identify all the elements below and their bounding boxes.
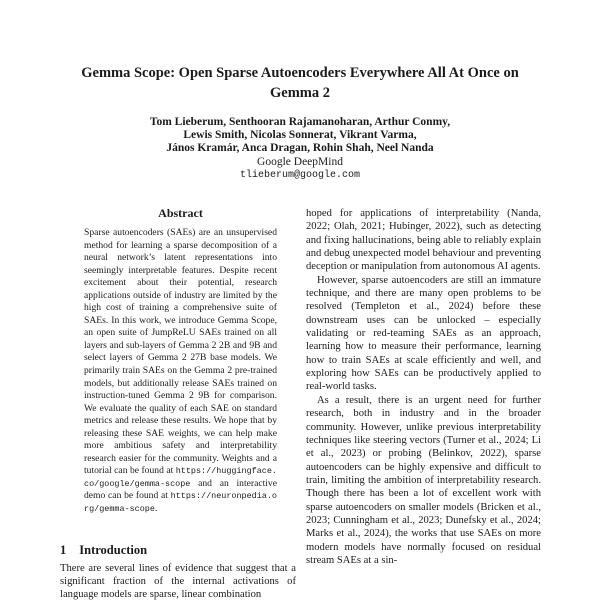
paragraph [306,394,541,567]
abstract-heading: Abstract [158,206,203,220]
text-segment: Sparse autoencoders (SAEs) are an unsupervised method for learning a sparse decomposition of a neural network’s latent representations into seemingly interpretable features. Despite recent excitement about their potential, research applications outside of industry are limited by the high cost of training a comprehensive suite of SAEs. In this work, we introduce Gemma Scope, an open suite of JumpReLU SAEs trained on all layers and sub-layers of Gemma 2 2B and 9B and select layers of Gemma 2 27B base models. We primarily train SAEs on the Gemma 2 pre-trained models, but additionally release SAEs trained on instruction-tuned Gemma 2 9B for comparison. We evaluate the quality of each SAE on standard metrics and release these results. We hope that by releasing these SAE weights, we can help make more ambitious safety and interpretability research easier for the community. Weights and a tutorial can be found at [84,227,277,477]
abstract-text [84,227,277,516]
section-number: 1 [60,543,67,557]
text-segment: hoped for applications of interpretability (Nanda, 2022; Olah, 2021; Hubinger, 2022), such as detecting and fixing hallucinations, being able to reliably explain and debug unexpected model behaviour and preventing deception or manipulation from autonomous AI agents. [306,208,541,273]
affiliation: Google DeepMind [257,155,343,168]
paragraph [306,207,541,274]
link-url[interactable]: https://neuronpedia.org/gemma-scope [84,491,277,515]
abstract-section [84,206,277,516]
introduction-text [60,562,296,602]
text-segment: As a result, there is an urgent need for further research, both in industry and in the broader community. However, unlike previous interpretability techniques like steering vectors (Turner et al., 2024; Li et al., 2023) or probing (Belinkov, 2022), sparse autoencoders can be highly expensive and difficult to train, limiting the ambition of interpretability research. Though there has been a lot of excellent work with sparse autoencoders on smaller models (Bricken et al., 2023; Cunningham et al., 2023; Dunefsky et al., 2024; Marks et al., 2024), the works that use SAEs on more modern models have normally focused on residual stream SAEs at a sin- [306,394,541,566]
author-email: tlieberum@google.com [239,169,361,181]
section-heading-label: Introduction [79,543,148,557]
paragraph [60,562,296,602]
page-title [0,64,600,103]
text-segment: There are several lines of evidence that suggest that a significant fraction of the internal activations of language models are sparse, linear combination [60,563,296,601]
author-block [0,116,600,182]
author-line: János Kramár, Anca Dragan, Rohin Shah, Neel Nanda [166,142,434,155]
text-segment: . [154,503,158,515]
page-title-line-1: Gemma Scope: Open Sparse Autoencoders Everywhere All At Once on [81,65,519,81]
introduction-section [60,543,296,602]
section-heading-introduction [60,543,296,557]
text-segment: However, sparse autoencoders are still an immature technique, and there are many open problems to be resolved (Templeton et al., 2024) before these downstream uses can be unlocked – especially validating or red-teaming SAEs as an approach, learning how to measure their performance, learning how to train SAEs at scale efficiently and well, and exploring how SAEs can be productively applied to real-world tasks. [306,274,541,393]
paragraph [306,274,541,394]
right-column-text [306,207,541,567]
author-line: Lewis Smith, Nicolas Sonnerat, Vikrant Varma, [183,129,417,142]
text-segment: and an interactive demo can be found at [84,477,277,502]
page-title-line-2: Gemma 2 [270,84,330,101]
author-line: Tom Lieberum, Senthooran Rajamanoharan, Arthur Conmy, [149,116,451,128]
paragraph [84,227,277,516]
link-url[interactable]: https://huggingface.co/google/gemma-scope [84,466,277,489]
